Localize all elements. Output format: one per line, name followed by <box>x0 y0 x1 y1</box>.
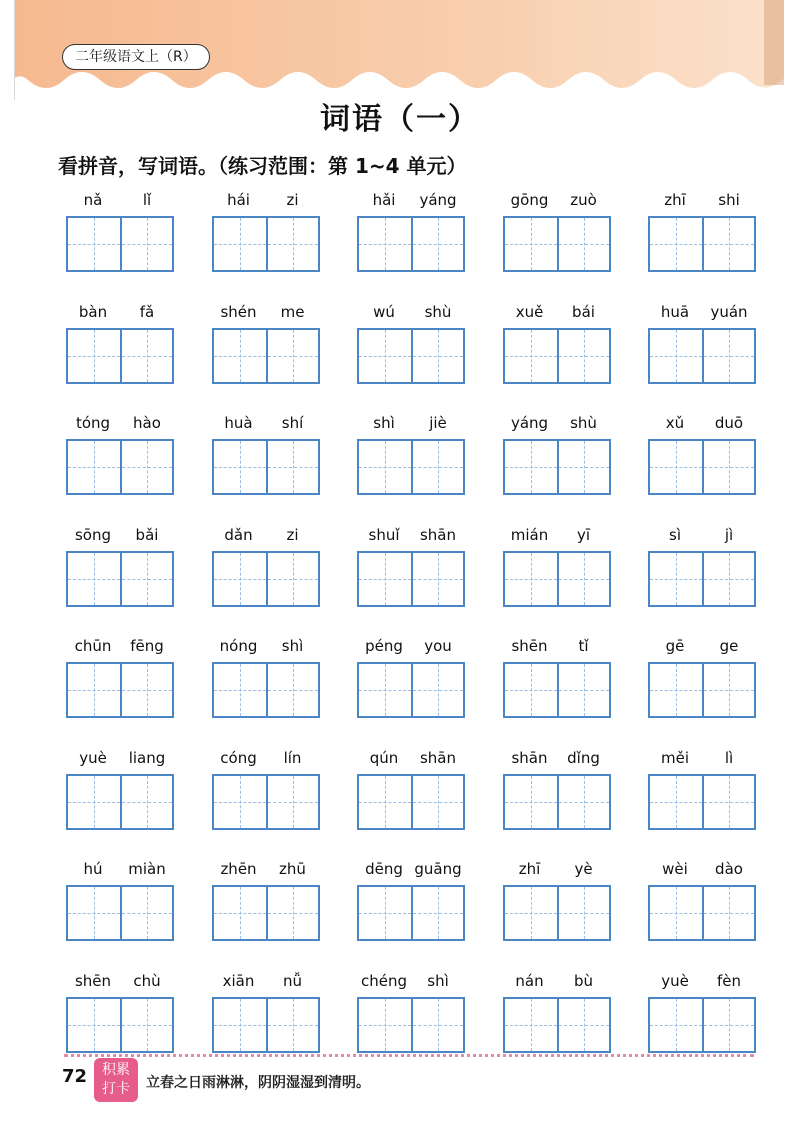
writing-boxes <box>357 216 465 272</box>
writing-boxes <box>212 662 320 718</box>
pinyin-syllable: yáng <box>419 191 457 209</box>
word-cell <box>357 859 465 941</box>
pinyin-syllable: yuè <box>79 748 107 767</box>
writing-boxes <box>648 885 756 941</box>
pinyin-syllable: fèn <box>716 971 742 990</box>
writing-boxes <box>212 774 320 830</box>
tianzige-box[interactable] <box>68 999 120 1051</box>
tianzige-box[interactable] <box>214 664 266 716</box>
pinyin-syllable: qún <box>369 748 399 767</box>
tianzige-box[interactable] <box>557 887 609 939</box>
tianzige-box[interactable] <box>505 553 557 605</box>
tianzige-box[interactable] <box>650 887 702 939</box>
pinyin-syllable: huā <box>660 302 690 321</box>
tianzige-box[interactable] <box>120 218 172 270</box>
tianzige-box[interactable] <box>557 999 609 1051</box>
tianzige-box[interactable] <box>505 330 557 382</box>
writing-boxes <box>66 551 174 607</box>
word-cell <box>66 748 174 830</box>
pinyin-syllable: lǐ <box>142 191 152 209</box>
pinyin-syllable: dēng <box>365 860 403 878</box>
tianzige-box[interactable] <box>411 664 463 716</box>
book-label: 二年级语文上（R） <box>62 44 210 70</box>
pinyin-syllable: shì <box>427 971 449 990</box>
tianzige-box[interactable] <box>68 330 120 382</box>
word-cell <box>648 525 756 607</box>
tianzige-box[interactable] <box>68 664 120 716</box>
word-cell <box>357 971 465 1053</box>
footer-dotted-divider <box>64 1054 754 1057</box>
word-cell <box>648 748 756 830</box>
word-cell <box>357 302 465 384</box>
pinyin-syllable: miàn <box>128 860 166 878</box>
pinyin-syllable: lín <box>283 748 302 767</box>
tianzige-box[interactable] <box>359 776 411 828</box>
word-cell <box>648 636 756 718</box>
tianzige-box[interactable] <box>650 218 702 270</box>
page-edge-line <box>14 0 15 100</box>
tianzige-box[interactable] <box>214 218 266 270</box>
word-cell <box>66 413 174 495</box>
writing-boxes <box>503 997 611 1053</box>
writing-boxes <box>212 885 320 941</box>
word-cell <box>66 971 174 1053</box>
tianzige-box[interactable] <box>505 218 557 270</box>
writing-boxes <box>503 774 611 830</box>
tianzige-box[interactable] <box>411 776 463 828</box>
pinyin-syllable: shù <box>424 302 452 321</box>
pinyin-syllable: shēn <box>511 637 548 655</box>
pinyin-syllable: zuò <box>570 191 597 209</box>
tianzige-box[interactable] <box>214 441 266 493</box>
tianzige-box[interactable] <box>702 441 754 493</box>
pinyin-syllable: tóng <box>75 414 111 432</box>
writing-boxes <box>357 774 465 830</box>
pinyin-syllable: ge <box>719 637 739 655</box>
pinyin-syllable: hú <box>83 860 103 878</box>
tianzige-box[interactable] <box>266 330 318 382</box>
tianzige-box[interactable] <box>214 887 266 939</box>
pinyin-syllable: nǎ <box>83 191 103 209</box>
writing-boxes <box>357 439 465 495</box>
writing-boxes <box>212 439 320 495</box>
pinyin-syllable: shì <box>281 637 304 655</box>
writing-boxes <box>357 662 465 718</box>
writing-boxes <box>648 997 756 1053</box>
pinyin-syllable: cóng <box>220 748 257 767</box>
writing-boxes <box>212 997 320 1053</box>
badge-line-1: 积累 <box>102 1062 130 1078</box>
tianzige-box[interactable] <box>359 441 411 493</box>
pinyin-syllable: yī <box>576 525 591 544</box>
tianzige-box[interactable] <box>120 441 172 493</box>
pinyin-syllable: nóng <box>219 637 258 655</box>
pinyin-syllable: mián <box>510 525 549 544</box>
writing-boxes <box>503 662 611 718</box>
pinyin-syllable: chù <box>133 971 161 990</box>
tianzige-box[interactable] <box>266 999 318 1051</box>
word-cell <box>212 971 320 1053</box>
word-cell <box>212 859 320 941</box>
word-cell <box>648 971 756 1053</box>
writing-boxes <box>503 328 611 384</box>
word-cell <box>357 413 465 495</box>
pinyin-syllable: hào <box>133 414 161 432</box>
pinyin-syllable: tǐ <box>578 637 589 655</box>
pinyin-syllable: zhī <box>518 860 541 878</box>
writing-boxes <box>66 885 174 941</box>
writing-boxes <box>503 885 611 941</box>
tianzige-box[interactable] <box>702 999 754 1051</box>
pinyin-syllable: me <box>280 302 305 321</box>
writing-boxes <box>66 216 174 272</box>
writing-boxes <box>503 216 611 272</box>
tianzige-box[interactable] <box>650 330 702 382</box>
word-cell <box>66 525 174 607</box>
pinyin-syllable: zi <box>286 525 299 544</box>
tianzige-box[interactable] <box>557 330 609 382</box>
pinyin-syllable: duō <box>714 414 744 432</box>
tianzige-box[interactable] <box>120 553 172 605</box>
pinyin-syllable: fēng <box>130 637 164 655</box>
tianzige-box[interactable] <box>505 999 557 1051</box>
tianzige-box[interactable] <box>702 887 754 939</box>
writing-boxes <box>503 439 611 495</box>
pinyin-syllable: jiè <box>429 414 447 432</box>
exercise-instruction: 看拼音，写词语。（练习范围：第 1~4 单元） <box>58 154 467 178</box>
pinyin-syllable: sōng <box>74 525 112 544</box>
pinyin-syllable: dào <box>715 860 743 878</box>
tianzige-box[interactable] <box>120 999 172 1051</box>
writing-boxes <box>357 997 465 1053</box>
pinyin-syllable: shí <box>281 414 304 432</box>
pinyin-syllable: shi <box>718 191 740 209</box>
tianzige-box[interactable] <box>266 887 318 939</box>
pinyin-syllable: bàn <box>78 302 108 321</box>
tianzige-box[interactable] <box>505 887 557 939</box>
word-cell <box>66 636 174 718</box>
pinyin-syllable: shén <box>220 302 257 321</box>
tianzige-box[interactable] <box>411 887 463 939</box>
word-cell <box>648 302 756 384</box>
pinyin-syllable: hái <box>227 191 250 209</box>
writing-boxes <box>66 997 174 1053</box>
tianzige-box[interactable] <box>120 664 172 716</box>
pinyin-syllable: yuè <box>661 971 689 990</box>
tianzige-box[interactable] <box>650 664 702 716</box>
tianzige-box[interactable] <box>68 887 120 939</box>
tianzige-box[interactable] <box>359 330 411 382</box>
pinyin-syllable: yáng <box>510 414 549 432</box>
tianzige-box[interactable] <box>359 664 411 716</box>
word-cell <box>503 302 611 384</box>
tianzige-box[interactable] <box>411 330 463 382</box>
pinyin-syllable: dǐng <box>567 748 600 767</box>
page-title: 词语（一） <box>320 102 480 137</box>
pinyin-syllable: zi <box>286 191 299 209</box>
word-cell <box>212 302 320 384</box>
word-cell <box>212 190 320 272</box>
pinyin-syllable: sì <box>669 525 681 544</box>
tianzige-box[interactable] <box>359 218 411 270</box>
tianzige-box[interactable] <box>120 887 172 939</box>
writing-boxes <box>503 551 611 607</box>
tianzige-box[interactable] <box>557 441 609 493</box>
page-number: 72 <box>62 1066 88 1087</box>
pinyin-syllable: dǎn <box>224 525 253 544</box>
pinyin-syllable: zhū <box>279 860 306 878</box>
word-cell <box>66 190 174 272</box>
tianzige-box[interactable] <box>505 776 557 828</box>
pinyin-syllable: shēn <box>74 971 112 990</box>
pinyin-syllable: guāng <box>414 860 462 878</box>
writing-boxes <box>66 662 174 718</box>
word-cell <box>212 636 320 718</box>
word-cell <box>503 748 611 830</box>
pinyin-syllable: shì <box>373 414 395 432</box>
tianzige-box[interactable] <box>68 218 120 270</box>
tianzige-box[interactable] <box>702 776 754 828</box>
word-cell <box>212 413 320 495</box>
tianzige-box[interactable] <box>411 999 463 1051</box>
writing-boxes <box>212 216 320 272</box>
pinyin-syllable: fǎ <box>139 302 155 321</box>
pinyin-syllable: bái <box>572 302 595 321</box>
word-cell <box>648 413 756 495</box>
writing-boxes <box>648 216 756 272</box>
writing-boxes <box>357 328 465 384</box>
tianzige-box[interactable] <box>702 330 754 382</box>
writing-boxes <box>66 439 174 495</box>
word-cell <box>503 413 611 495</box>
word-cell <box>357 525 465 607</box>
pinyin-syllable: xǔ <box>665 414 685 432</box>
word-cell <box>503 525 611 607</box>
tianzige-box[interactable] <box>411 553 463 605</box>
tianzige-box[interactable] <box>411 218 463 270</box>
tianzige-box[interactable] <box>266 776 318 828</box>
pinyin-syllable: chūn <box>74 637 112 655</box>
word-cell <box>66 302 174 384</box>
pinyin-syllable: chéng <box>360 971 407 990</box>
pinyin-syllable: gōng <box>510 191 549 209</box>
pinyin-syllable: shān <box>419 525 457 544</box>
word-cell <box>212 525 320 607</box>
word-cell <box>66 859 174 941</box>
pinyin-syllable: you <box>424 637 452 655</box>
pinyin-syllable: gē <box>665 637 685 655</box>
pinyin-syllable: xiān <box>222 971 255 990</box>
tianzige-box[interactable] <box>505 441 557 493</box>
tianzige-box[interactable] <box>68 776 120 828</box>
pinyin-syllable: shān <box>419 748 457 767</box>
pinyin-syllable: bù <box>573 971 594 990</box>
tianzige-box[interactable] <box>214 553 266 605</box>
word-cell <box>648 859 756 941</box>
accumulate-badge <box>94 1058 138 1102</box>
writing-boxes <box>648 662 756 718</box>
writing-boxes <box>357 551 465 607</box>
word-cell <box>503 859 611 941</box>
tianzige-box[interactable] <box>359 553 411 605</box>
tianzige-box[interactable] <box>650 441 702 493</box>
tianzige-box[interactable] <box>214 776 266 828</box>
tianzige-box[interactable] <box>214 330 266 382</box>
word-cell <box>648 190 756 272</box>
badge-line-2: 打卡 <box>102 1081 130 1097</box>
pinyin-syllable: jì <box>724 525 734 544</box>
writing-boxes <box>648 439 756 495</box>
tianzige-box[interactable] <box>266 664 318 716</box>
pinyin-syllable: zhēn <box>220 860 257 878</box>
word-cell <box>212 748 320 830</box>
tianzige-box[interactable] <box>702 218 754 270</box>
pinyin-syllable: bǎi <box>135 525 159 544</box>
tianzige-box[interactable] <box>505 664 557 716</box>
tianzige-box[interactable] <box>702 553 754 605</box>
tianzige-box[interactable] <box>266 441 318 493</box>
tianzige-box[interactable] <box>557 664 609 716</box>
pinyin-syllable: shuǐ <box>368 525 400 544</box>
word-cell <box>503 971 611 1053</box>
tianzige-box[interactable] <box>120 330 172 382</box>
pinyin-syllable: huà <box>224 414 253 432</box>
pinyin-syllable: měi <box>660 748 689 767</box>
writing-boxes <box>648 551 756 607</box>
pinyin-syllable: wèi <box>662 860 688 878</box>
pinyin-syllable: shān <box>511 748 548 767</box>
pinyin-syllable: lì <box>724 748 734 767</box>
pinyin-syllable: péng <box>365 637 403 655</box>
pinyin-syllable: xuě <box>515 302 544 321</box>
pinyin-syllable: shù <box>570 414 597 432</box>
pinyin-syllable: nǚ <box>282 971 302 990</box>
pinyin-syllable: wú <box>373 302 395 321</box>
pinyin-syllable: hǎi <box>372 191 396 209</box>
tianzige-box[interactable] <box>359 999 411 1051</box>
pinyin-syllable: yuán <box>710 302 748 321</box>
writing-boxes <box>648 774 756 830</box>
word-cell <box>357 748 465 830</box>
tianzige-box[interactable] <box>650 776 702 828</box>
tianzige-box[interactable] <box>411 441 463 493</box>
tianzige-box[interactable] <box>68 553 120 605</box>
tianzige-box[interactable] <box>120 776 172 828</box>
pinyin-syllable: liang <box>128 748 166 767</box>
word-cell <box>357 190 465 272</box>
writing-boxes <box>212 328 320 384</box>
word-cell <box>357 636 465 718</box>
writing-boxes <box>66 328 174 384</box>
pinyin-syllable: zhī <box>664 191 686 209</box>
tianzige-box[interactable] <box>702 664 754 716</box>
tianzige-box[interactable] <box>266 218 318 270</box>
tianzige-box[interactable] <box>359 887 411 939</box>
tianzige-box[interactable] <box>650 553 702 605</box>
pinyin-syllable: yè <box>574 860 593 878</box>
word-cell <box>503 636 611 718</box>
tianzige-box[interactable] <box>214 999 266 1051</box>
word-cell <box>503 190 611 272</box>
tianzige-box[interactable] <box>557 218 609 270</box>
tianzige-box[interactable] <box>557 553 609 605</box>
tianzige-box[interactable] <box>266 553 318 605</box>
writing-boxes <box>357 885 465 941</box>
writing-boxes <box>66 774 174 830</box>
writing-boxes <box>648 328 756 384</box>
tianzige-box[interactable] <box>650 999 702 1051</box>
pinyin-syllable: nán <box>515 971 544 990</box>
tianzige-box[interactable] <box>557 776 609 828</box>
writing-boxes <box>212 551 320 607</box>
proverb-text: 立春之日雨淋淋，阴阴湿湿到清明。 <box>146 1075 370 1091</box>
tianzige-box[interactable] <box>68 441 120 493</box>
